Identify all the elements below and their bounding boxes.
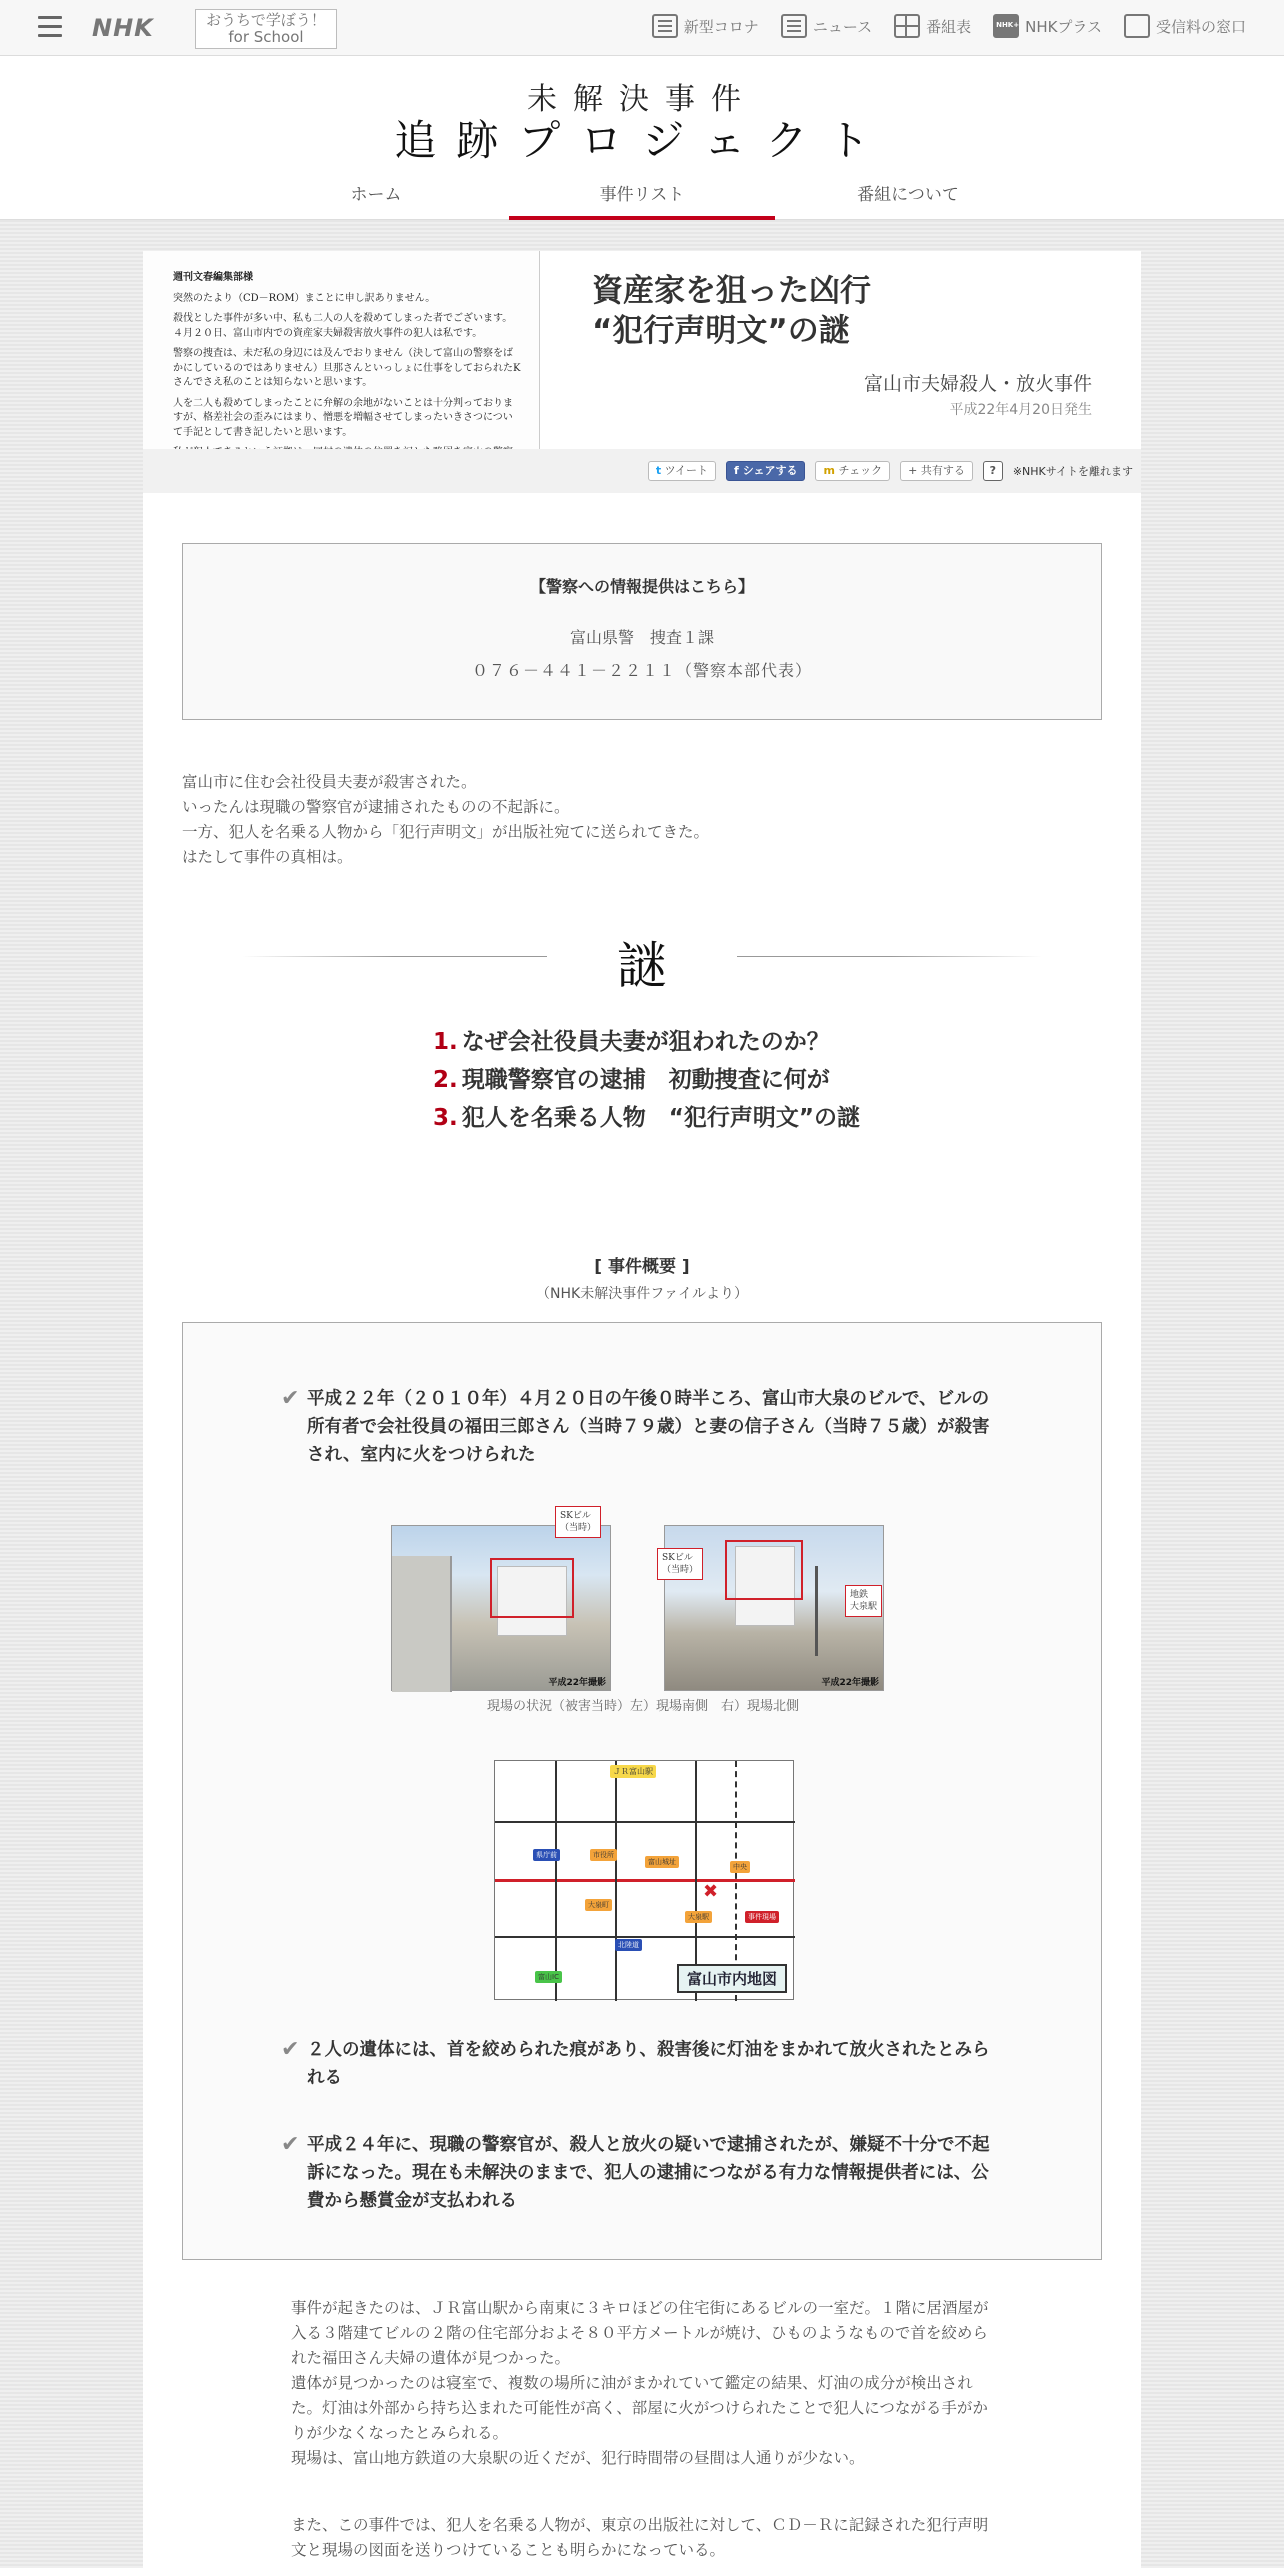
- fact-text: ２人の遺体には、首を絞められた痕があり、殺害後に灯油をまかれて放火されたとみられる: [307, 2040, 990, 2088]
- mystery-heading: [182, 926, 1102, 995]
- facebook-icon: f: [734, 464, 739, 477]
- menu-icon[interactable]: [38, 16, 62, 38]
- facebook-share-button[interactable]: [726, 461, 805, 481]
- case-title-line2: “犯行声明文”の謎: [592, 313, 850, 349]
- toplink-program-guide[interactable]: [894, 14, 971, 38]
- callout-line1: 地鉄: [850, 1590, 869, 1600]
- checkmark-icon: ✔: [281, 1386, 300, 1411]
- pole-shape: [815, 1566, 818, 1656]
- case-title-line1: 資産家を狙った凶行: [592, 273, 871, 309]
- global-top-bar: [0, 0, 1284, 56]
- nav-home[interactable]: ホーム: [350, 185, 402, 205]
- share-bar: [143, 449, 1141, 493]
- program-guide-icon: [894, 14, 920, 38]
- map-road: [555, 1761, 557, 2001]
- statement-letter-image: [143, 251, 540, 449]
- body-paragraph: [291, 2513, 991, 2563]
- map-road: [615, 1761, 617, 2001]
- callout-line1: SKビル: [662, 1553, 693, 1563]
- mystery-heading-text: 謎: [617, 937, 667, 995]
- nhk-logo[interactable]: NHK: [92, 14, 154, 42]
- nav-case-list[interactable]: 事件リスト: [509, 168, 775, 220]
- case-hero: [143, 251, 1141, 449]
- checkmark-icon: ✔: [281, 2037, 300, 2062]
- intro-line: いったんは現職の警察官が逮捕されたものの不起訴に。: [182, 798, 570, 816]
- virus-icon: [652, 14, 678, 38]
- map-label: 県庁前: [533, 1849, 560, 1861]
- tweet-label: ツイート: [664, 464, 709, 477]
- info-phone[interactable]: ０７６－４４１－２２１１（警察本部代表）: [471, 661, 812, 680]
- site-title-line1[interactable]: 未解決事件: [527, 82, 757, 117]
- mystery-item[interactable]: [433, 1023, 860, 1061]
- mystery-number: 2.: [433, 1067, 458, 1093]
- map-label: 事件現場: [745, 1911, 779, 1923]
- checkmark-icon: ✔: [281, 2132, 300, 2157]
- letter-to: 週刊文春編集部様: [173, 272, 253, 283]
- letter-para: 突然のたより（CD－ROM）まことに申し訳ありません。: [173, 292, 436, 304]
- photo-callout: [845, 1585, 882, 1617]
- fact-item: [281, 2036, 991, 2092]
- case-date: 平成22年4月20日発生: [949, 402, 1092, 418]
- photo-caption: 現場の状況（被害当時）左）現場南側 右）現場北側: [486, 1699, 799, 1714]
- site-title-line2[interactable]: 追跡プロジェクト: [394, 116, 890, 165]
- external-site-note: ※NHKサイトを離れます: [1012, 465, 1133, 478]
- toyama-city-map: [494, 1760, 794, 2000]
- police-info-box: [182, 543, 1102, 720]
- overview-box: [182, 1322, 1102, 2260]
- mystery-text: 犯人を名乗る人物 “犯行声明文”の謎: [461, 1105, 860, 1131]
- body-paragraph: [291, 2296, 991, 2471]
- toplink-reception[interactable]: [1124, 14, 1246, 38]
- toplink-label: 新型コロナ: [683, 17, 759, 36]
- share-button[interactable]: [900, 461, 973, 481]
- map-label: 北陸道: [615, 1939, 642, 1951]
- mixi-check-button[interactable]: [815, 461, 890, 481]
- nhk-plus-icon: [993, 14, 1019, 38]
- tweet-button[interactable]: [648, 461, 716, 481]
- photo-callout: [657, 1548, 703, 1580]
- for-school-line2: for School: [228, 28, 304, 46]
- callout-line2: （当時）: [560, 1523, 597, 1533]
- scene-photo-south: [391, 1525, 611, 1691]
- body-text: 現場は、富山地方鉄道の大泉駅の近くだが、犯行時間帯の昼間は人通りが少ない。: [291, 2449, 865, 2467]
- toplink-label: 番組表: [926, 17, 972, 36]
- map-label: 富山IC: [535, 1971, 562, 1983]
- crime-scene-marker-icon: ✖: [703, 1881, 719, 1902]
- body-text: 遺体が見つかったのは寝室で、複数の場所に油がまかれていて鑑定の結果、灯油の成分が検出された。灯油は外部から持ち込まれた可能性が高く、部屋に火がつけられたことで犯人につながる手がかりが少なくなったとみられる。: [291, 2374, 988, 2442]
- toplink-corona[interactable]: [652, 14, 759, 38]
- map-label: 富山城址: [645, 1856, 679, 1868]
- overview-title: [ 事件概要 ]: [594, 1257, 690, 1277]
- toplink-nhk-plus[interactable]: [993, 14, 1102, 38]
- fact-item: [281, 1385, 991, 1469]
- case-name: 富山市夫婦殺人・放火事件: [863, 373, 1092, 395]
- map-label: 中央: [730, 1861, 750, 1873]
- site-header: [0, 56, 1284, 220]
- photo-callout: [555, 1506, 601, 1538]
- news-icon: [781, 14, 807, 38]
- toplink-label: 受信料の窓口: [1155, 17, 1246, 36]
- body-text: また、この事件では、犯人を名乗る人物が、東京の出版社に対して、ＣＤ－Ｒに記録された犯行声明文と現場の図面を送りつけていることも明らかになっている。: [291, 2516, 989, 2559]
- highlight-frame: [725, 1540, 803, 1600]
- toplink-label: NHKプラス: [1025, 17, 1102, 36]
- map-title: 富山市内地図: [677, 1964, 787, 1993]
- mystery-list: [433, 1023, 860, 1137]
- fact-text: 平成２４年に、現職の警察官が、殺人と放火の疑いで逮捕されたが、嫌疑不十分で不起訴になった。現在も未解決のままで、犯人の逮捕につながる有力な情報提供者には、公費から懸賞金が支払われる: [307, 2135, 990, 2211]
- toplink-label: ニュース: [812, 17, 873, 36]
- intro-line: はたして事件の真相は。: [182, 848, 353, 866]
- twitter-icon: t: [655, 464, 662, 477]
- map-label: 大泉町: [585, 1899, 612, 1911]
- mystery-item[interactable]: [433, 1061, 860, 1099]
- map-label: 市役所: [590, 1849, 617, 1861]
- highlight-frame: [490, 1558, 574, 1618]
- mystery-number: 3.: [433, 1105, 458, 1131]
- fact-text: 平成２２年（２０１０年）４月２０日の午後０時半ころ、富山市大泉のビルで、ビルの所有者で会社役員の福田三郎さん（当時７９歳）と妻の信子さん（当時７５歳）が殺害され、室内に火をつけられた: [307, 1389, 990, 1465]
- toplink-news[interactable]: [781, 14, 872, 38]
- share-label: 共有する: [920, 464, 965, 477]
- mixi-icon: m: [823, 464, 835, 477]
- callout-line2: 大泉駅: [850, 1602, 878, 1612]
- info-title: 【警察への情報提供はこちら】: [529, 577, 754, 596]
- photo-year: 平成22年撮影: [821, 1678, 879, 1688]
- case-title: [592, 271, 871, 351]
- nav-about-program[interactable]: 番組について: [857, 185, 959, 205]
- intro-text: [182, 770, 709, 870]
- mystery-number: 1.: [433, 1029, 458, 1055]
- divider: [737, 956, 1042, 957]
- map-label: ＪＲ富山駅: [610, 1765, 656, 1778]
- for-school-link[interactable]: [195, 9, 337, 49]
- photo-year: 平成22年撮影: [548, 1678, 606, 1688]
- platform-shape: [392, 1556, 452, 1692]
- map-road: [495, 1821, 795, 1823]
- intro-line: 富山市に住む会社役員夫妻が殺害された。: [182, 773, 477, 791]
- letter-para: 警察の捜査は、未だ私の身辺には及んでおりません（決して富山の警察をばかにしているのではありません）旦那さんといっしょに仕事をしておられたKさんでさえ私のことは知らないと思います。: [173, 348, 521, 388]
- for-school-line1: おうちで学ぼう！: [206, 11, 326, 29]
- mystery-item[interactable]: [433, 1099, 860, 1137]
- map-road: [495, 1936, 795, 1938]
- mystery-text: なぜ会社役員夫妻が狙われたのか？: [461, 1029, 830, 1055]
- check-label: チェック: [838, 464, 883, 477]
- plus-icon: +: [908, 464, 918, 477]
- callout-line1: SKビル: [560, 1511, 591, 1521]
- top-links: [652, 14, 1246, 38]
- fact-item: [281, 2131, 991, 2215]
- map-label: 大泉駅: [685, 1911, 712, 1923]
- main-nav: [243, 168, 1041, 220]
- body-text: 事件が起きたのは、ＪＲ富山駅から南東に３キロほどの住宅街にあるビルの一室だ。１階に居酒屋が入る３階建てビルの２階の住宅部分およそ８０平方メートルが焼け、ひものようなもので首を絞められた福田さん夫婦の遺体が見つかった。: [291, 2299, 989, 2367]
- reception-icon: [1124, 14, 1150, 38]
- callout-line2: （当時）: [662, 1565, 699, 1575]
- overview-source: （NHK未解決事件ファイルより）: [536, 1286, 748, 1302]
- map-road: [495, 1879, 795, 1882]
- intro-line: 一方、犯人を名乗る人物から「犯行声明文」が出版社宛てに送られてきた。: [182, 823, 710, 841]
- help-button[interactable]: ?: [983, 461, 1003, 481]
- facebook-label: シェアする: [742, 464, 798, 477]
- letter-para: 殺伐とした事件が多い中、私も二人の人を殺めてしまった者でございます。４月２０日、富山市内での資産家夫婦殺害放火事件の犯人は私です。: [173, 313, 513, 339]
- mystery-text: 現職警察官の逮捕 初動捜査に何が: [461, 1067, 830, 1093]
- letter-para: 人を二人も殺めてしまったことに弁解の余地がないことは十分判っておりますが、格差社会の歪みにはまり、憎悪を増幅させてしまったいきさつについて手記として書き記したいと思います。: [173, 397, 513, 438]
- info-department: 富山県警 捜査１課: [569, 628, 714, 647]
- main-content: [143, 493, 1141, 2568]
